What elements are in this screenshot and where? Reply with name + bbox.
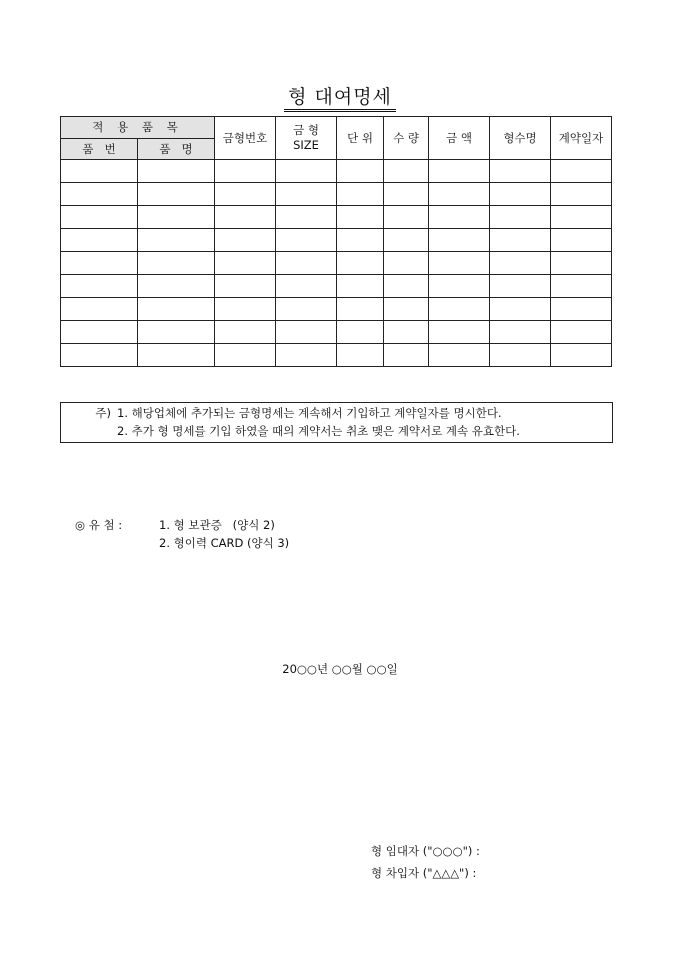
table-row (61, 183, 612, 206)
table-cell[interactable] (429, 344, 490, 367)
table-cell[interactable] (337, 298, 384, 321)
table-cell[interactable] (429, 183, 490, 206)
table-cell[interactable] (337, 252, 384, 275)
table-cell[interactable] (138, 206, 215, 229)
header-applied-items: 적 용 품 목 (61, 117, 215, 139)
table-cell[interactable] (138, 344, 215, 367)
table-cell[interactable] (551, 183, 612, 206)
header-contract-date: 계약일자 (551, 117, 612, 160)
table-cell[interactable] (384, 160, 429, 183)
table-cell[interactable] (384, 252, 429, 275)
table-cell[interactable] (215, 275, 276, 298)
attachment-line-1 (75, 516, 289, 534)
table-cell[interactable] (276, 206, 337, 229)
table-cell[interactable] (276, 229, 337, 252)
note-line-1 (61, 404, 612, 422)
attachment-line-2 (75, 534, 289, 552)
table-cell[interactable] (276, 160, 337, 183)
table-cell[interactable] (429, 160, 490, 183)
table-cell[interactable] (61, 206, 138, 229)
table-cell[interactable] (490, 160, 551, 183)
table-cell[interactable] (337, 206, 384, 229)
table-cell[interactable] (276, 275, 337, 298)
table-cell[interactable] (215, 183, 276, 206)
header-mold-size-bottom: SIZE (293, 138, 319, 152)
table-row (61, 344, 612, 367)
header-amount: 금 액 (429, 117, 490, 160)
header-mold-size (276, 117, 337, 160)
table-cell[interactable] (337, 344, 384, 367)
table-cell[interactable] (490, 344, 551, 367)
table-cell[interactable] (429, 229, 490, 252)
table-row (61, 160, 612, 183)
table-cell[interactable] (337, 229, 384, 252)
note-label: 주) (95, 406, 111, 420)
table-cell[interactable] (490, 183, 551, 206)
table-cell[interactable] (215, 252, 276, 275)
table-cell[interactable] (429, 252, 490, 275)
header-lifespan: 형수명 (490, 117, 551, 160)
table-cell[interactable] (490, 229, 551, 252)
table-cell[interactable] (215, 321, 276, 344)
table-cell[interactable] (384, 344, 429, 367)
table-cell[interactable] (337, 275, 384, 298)
table-cell[interactable] (551, 321, 612, 344)
table-row (61, 321, 612, 344)
table-cell[interactable] (490, 206, 551, 229)
table-cell[interactable] (276, 298, 337, 321)
table-cell[interactable] (429, 321, 490, 344)
table-cell[interactable] (551, 206, 612, 229)
table-cell[interactable] (61, 298, 138, 321)
table-cell[interactable] (138, 160, 215, 183)
table-cell[interactable] (138, 252, 215, 275)
table-cell[interactable] (384, 229, 429, 252)
header-quantity: 수 량 (384, 117, 429, 160)
document-date: 20○○년 ○○월 ○○일 (282, 662, 398, 676)
table-cell[interactable] (138, 275, 215, 298)
table-cell[interactable] (384, 321, 429, 344)
attachment-item-1: 1. 형 보관증 (양식 2) (159, 518, 275, 532)
table-cell[interactable] (61, 252, 138, 275)
table-cell[interactable] (384, 275, 429, 298)
table-cell[interactable] (276, 321, 337, 344)
table-cell[interactable] (337, 160, 384, 183)
table-cell[interactable] (215, 160, 276, 183)
header-part-number: 품 번 (61, 138, 138, 160)
table-cell[interactable] (61, 275, 138, 298)
note-line-2 (61, 422, 612, 440)
table-row (61, 275, 612, 298)
document-title (0, 82, 680, 109)
header-mold-size-top: 금 형 (293, 123, 319, 137)
note-text-2: 2. 추가 형 명세를 기입 하였을 때의 계약서는 취초 맺은 계약서로 계속 유효한다. (117, 424, 520, 438)
attachments-label: ◎ 유 첨 : (75, 518, 123, 532)
table-cell[interactable] (384, 206, 429, 229)
table-cell[interactable] (276, 344, 337, 367)
note-text-1: 1. 해당업체에 추가되는 금형명세는 계속해서 기입하고 계약일자를 명시한다. (117, 406, 502, 420)
attachments (75, 516, 289, 552)
table-cell[interactable] (551, 160, 612, 183)
table-cell[interactable] (551, 298, 612, 321)
table-cell[interactable] (61, 229, 138, 252)
table-cell[interactable] (138, 229, 215, 252)
table-cell[interactable] (551, 344, 612, 367)
table-cell[interactable] (551, 229, 612, 252)
table-cell[interactable] (61, 160, 138, 183)
header-part-name: 품 명 (138, 138, 215, 160)
table-cell[interactable] (337, 183, 384, 206)
table-cell[interactable] (215, 229, 276, 252)
table-cell[interactable] (138, 298, 215, 321)
header-unit: 단 위 (337, 117, 384, 160)
table-row (61, 252, 612, 275)
header-mold-number: 금형번호 (215, 117, 276, 160)
table-cell[interactable] (138, 321, 215, 344)
table-cell[interactable] (490, 298, 551, 321)
note-box (60, 402, 613, 443)
table-cell[interactable] (215, 344, 276, 367)
table-cell[interactable] (490, 321, 551, 344)
table-row (61, 229, 612, 252)
mold-rental-table (60, 116, 612, 367)
table-cell[interactable] (61, 183, 138, 206)
table-cell[interactable] (337, 321, 384, 344)
attachment-item-2: 2. 형이력 CARD (양식 3) (159, 536, 290, 550)
table-cell[interactable] (276, 183, 337, 206)
table-cell[interactable] (429, 298, 490, 321)
table-cell[interactable] (61, 321, 138, 344)
table-cell[interactable] (429, 275, 490, 298)
table-cell[interactable] (384, 183, 429, 206)
lender-signature: 형 임대자 ("○○○") : (371, 844, 480, 858)
table-cell[interactable] (551, 275, 612, 298)
borrower-signature: 형 차입자 ("△△△") : (371, 866, 477, 880)
table-cell[interactable] (215, 298, 276, 321)
table-cell[interactable] (138, 183, 215, 206)
table-body (61, 160, 612, 367)
document-title-text: 형 대여명세 (284, 86, 396, 112)
table-cell[interactable] (384, 298, 429, 321)
table-cell[interactable] (276, 252, 337, 275)
table-cell[interactable] (61, 344, 138, 367)
table-cell[interactable] (551, 252, 612, 275)
table-cell[interactable] (215, 206, 276, 229)
table-cell[interactable] (490, 275, 551, 298)
table-cell[interactable] (429, 206, 490, 229)
table-cell[interactable] (490, 252, 551, 275)
table-row (61, 298, 612, 321)
signatures (371, 840, 480, 884)
table-row (61, 206, 612, 229)
